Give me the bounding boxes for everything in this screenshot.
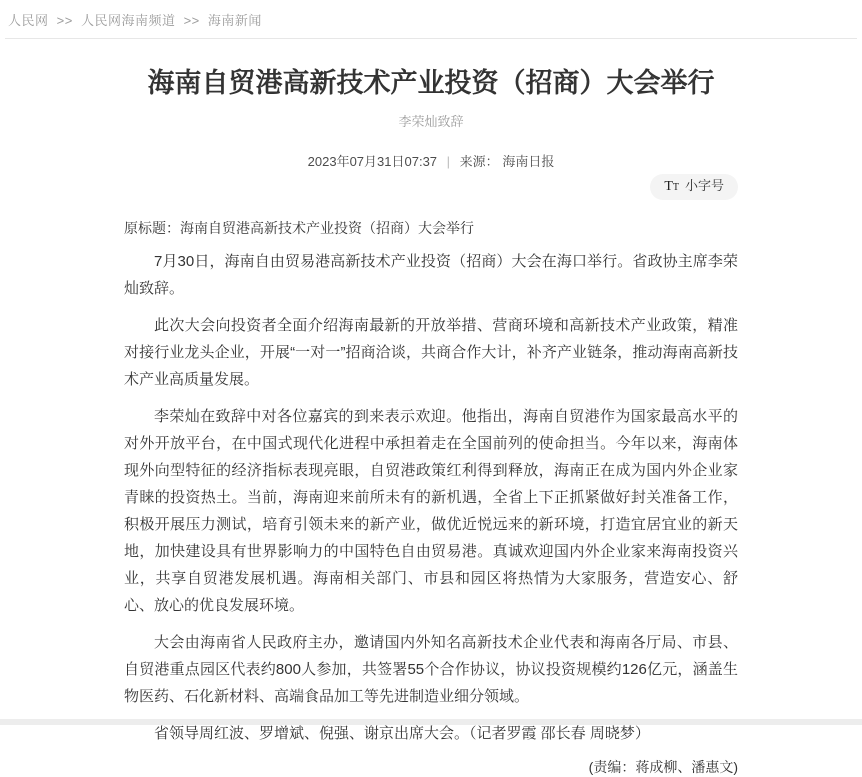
source-name: 海南日报 (502, 154, 555, 169)
article-paragraph: 省领导周红波、罗增斌、倪强、谢京出席大会。（记者罗霞 邵长春 周晓梦） (154, 725, 650, 742)
article-paragraph: 此次大会向投资者全面介绍海南最新的开放举措、营商环境和高新技术产业政策，精准对接行业龙头企业，开展“一对一”招商洽谈，共商合作大计，补齐产业链条，推动海南高新技术产业高质量发展。 (124, 317, 738, 388)
editors-credit: (责编：蒋成柳、潘惠文) (588, 759, 738, 775)
page-bottom-divider (0, 719, 862, 725)
article-paragraph: 7月30日，海南自由贸易港高新技术产业投资（招商）大会在海口举行。省政协主席李荣灿致辞。 (124, 253, 738, 297)
article-subtitle: 李荣灿致辞 (398, 114, 464, 129)
breadcrumb-separator: >> (56, 13, 73, 28)
article-paragraph: 大会由海南省人民政府主办，邀请国内外知名高新技术企业代表和海南各厅局、市县、自贸港重点园区代表约800人参加，共签署55个合作协议，协议投资规模约126亿元，涵盖生物医药、石化新材料、高端食品加工等先进制造业细分领域。 (124, 634, 738, 705)
article-body (124, 218, 738, 777)
article-meta (0, 151, 862, 170)
font-size-button[interactable] (650, 174, 738, 200)
breadcrumb-link-hainan-channel[interactable]: 人民网海南频道 (80, 13, 176, 28)
article-header (0, 65, 862, 170)
breadcrumb (0, 0, 862, 38)
font-size-label: 小字号 (684, 178, 724, 193)
breadcrumb-link-hainan-news[interactable]: 海南新闻 (207, 13, 262, 28)
font-size-icon: TT (664, 179, 679, 194)
breadcrumb-separator: >> (183, 13, 200, 28)
page-title: 海南自贸港高新技术产业投资（招商）大会举行 (147, 68, 715, 98)
breadcrumb-link-people[interactable]: 人民网 (8, 13, 49, 28)
article-toolbar (124, 174, 738, 200)
publish-date: 2023年07月31日07:37 (307, 154, 438, 169)
source-label: 来源： (459, 154, 499, 169)
article-paragraph: 李荣灿在致辞中对各位嘉宾的到来表示欢迎。他指出，海南自贸港作为国家最高水平的对外开放平台，在中国式现代化进程中承担着走在全国前列的使命担当。今年以来，海南体现外向型特征的经济指标表现亮眼，自贸港政策红利得到释放，海南正在成为国内外企业家青睐的投资热土。当前，海南迎来前所未有的新机遇，全省上下正抓紧做好封关准备工作，积极开展压力测试，培育引领未来的新产业，做优近悦远来的新环境，打造宜居宜业的新天地，加快建设具有世界影响力的中国特色自由贸易港。真诚欢迎国内外企业家来海南投资兴业，共享自贸港发展机遇。海南相关部门、市县和园区将热情为大家服务，营造安心、舒心、放心的优良发展环境。 (124, 408, 738, 614)
original-title: 原标题：海南自贸港高新技术产业投资（招商）大会举行 (124, 220, 474, 236)
meta-separator: | (446, 154, 451, 169)
header-divider (5, 38, 857, 39)
